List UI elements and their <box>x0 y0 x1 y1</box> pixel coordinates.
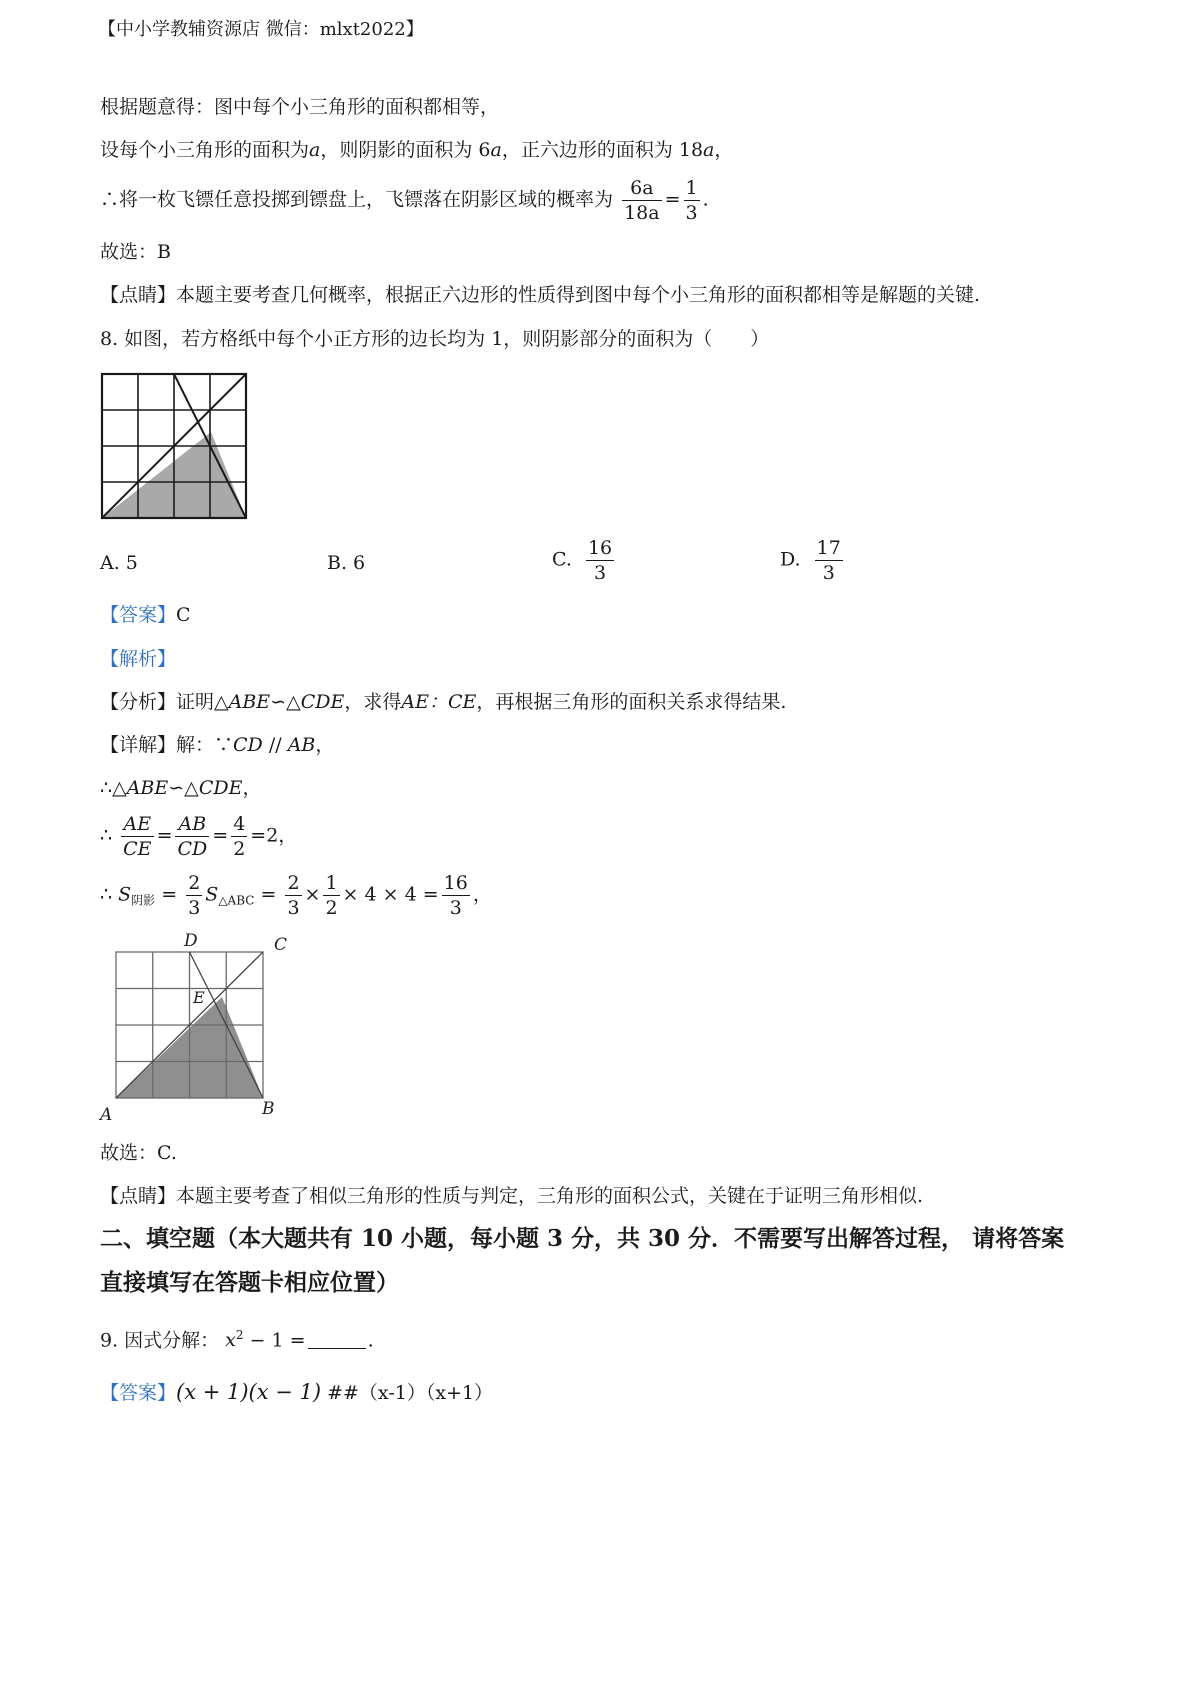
q8-analysis-tag: 【解析】 <box>100 648 177 670</box>
q8-detail: 【详解】解：∵CD // AB， <box>100 734 335 756</box>
answer-blank <box>308 1348 366 1349</box>
q9-stem: 9. 因式分解： $x^2 - 1$ = . <box>100 1328 374 1352</box>
label-a: A <box>100 1105 113 1125</box>
q8-analysis: 【分析】证明△ABE∽△CDE，求得AE：CE，再根据三角形的面积关系求得结果. <box>100 691 787 713</box>
label-b: B <box>262 1099 275 1119</box>
q8-comment: 【点睛】本题主要考查了相似三角形的性质与判定，三角形的面积公式，关键在于证明三角形相似. <box>100 1185 924 1207</box>
q7-line1: 根据题意得：图中每个小三角形的面积都相等， <box>100 96 500 118</box>
q8-grid-figure <box>100 372 250 522</box>
q8-labeled-figure <box>96 928 296 1128</box>
label-d: D <box>184 931 198 951</box>
q9-answer: 【答案】(x + 1)(x − 1) ##（x-1）（x+1） <box>100 1380 494 1404</box>
q7-comment: 【点睛】本题主要考查几何概率，根据正六边形的性质得到图中每个小三角形的面积都相等是解题的关键. <box>100 284 981 306</box>
answer-tag: 【答案】 <box>100 604 177 626</box>
label-e: E <box>193 988 205 1007</box>
q7-choice: 故选：B <box>100 241 171 263</box>
section-2-title-line2: 直接填写在答题卡相应位置） <box>100 1269 399 1296</box>
fraction-1-3: $\frac{1}{3}$ <box>685 177 698 224</box>
answer-tag: 【答案】 <box>100 1382 177 1404</box>
label-c: C <box>274 935 288 955</box>
section-2-title-line1: 二、填空题（本大题共有 10 小题，每小题 3 分，共 30 分．不需要写出解答过程， 请将答案 <box>100 1225 1065 1252</box>
option-c: C. $\frac{16}{3}$ <box>552 537 613 584</box>
q7-line2: 设每个小三角形的面积为a，则阴影的面积为 6a，正六边形的面积为 18a， <box>100 139 734 161</box>
q8-ratio: ∴ $\frac{AE}{CE}$ = $\frac{AB}{CD}$ = $\frac{4}{2}$ =2， <box>100 813 298 860</box>
q8-answer: 【答案】C <box>100 604 191 626</box>
q8-similar: ∴△ABE∽△CDE， <box>100 777 262 799</box>
option-a: A. 5 <box>100 552 138 574</box>
q8-choice: 故选：C. <box>100 1142 177 1164</box>
header-watermark: 【中小学教辅资源店 微信：mlxt2022】 <box>98 19 424 40</box>
q7-line3: ∴将一枚飞镖任意投掷到镖盘上，飞镖落在阴影区域的概率为 $\frac{6a}{18a}$ = $\frac{1}{3}$ . <box>100 177 709 224</box>
fraction-6a-18a: $\frac{6a}{18a}$ <box>624 177 660 224</box>
option-d: D. $\frac{17}{3}$ <box>780 537 841 584</box>
option-b: B. 6 <box>327 552 366 574</box>
q8-stem: 8. 如图，若方格纸中每个小正方形的边长均为 1，则阴影部分的面积为（ ） <box>100 328 770 350</box>
q8-area: ∴ $S_{阴影}$ = $\frac{2}{3}$ $S_{\triangle ABC}$ = $\frac{2}{3}$ × $\frac{1}{2}$ × 4 × 4 = $\frac{16}{3}$ ， <box>100 872 492 919</box>
